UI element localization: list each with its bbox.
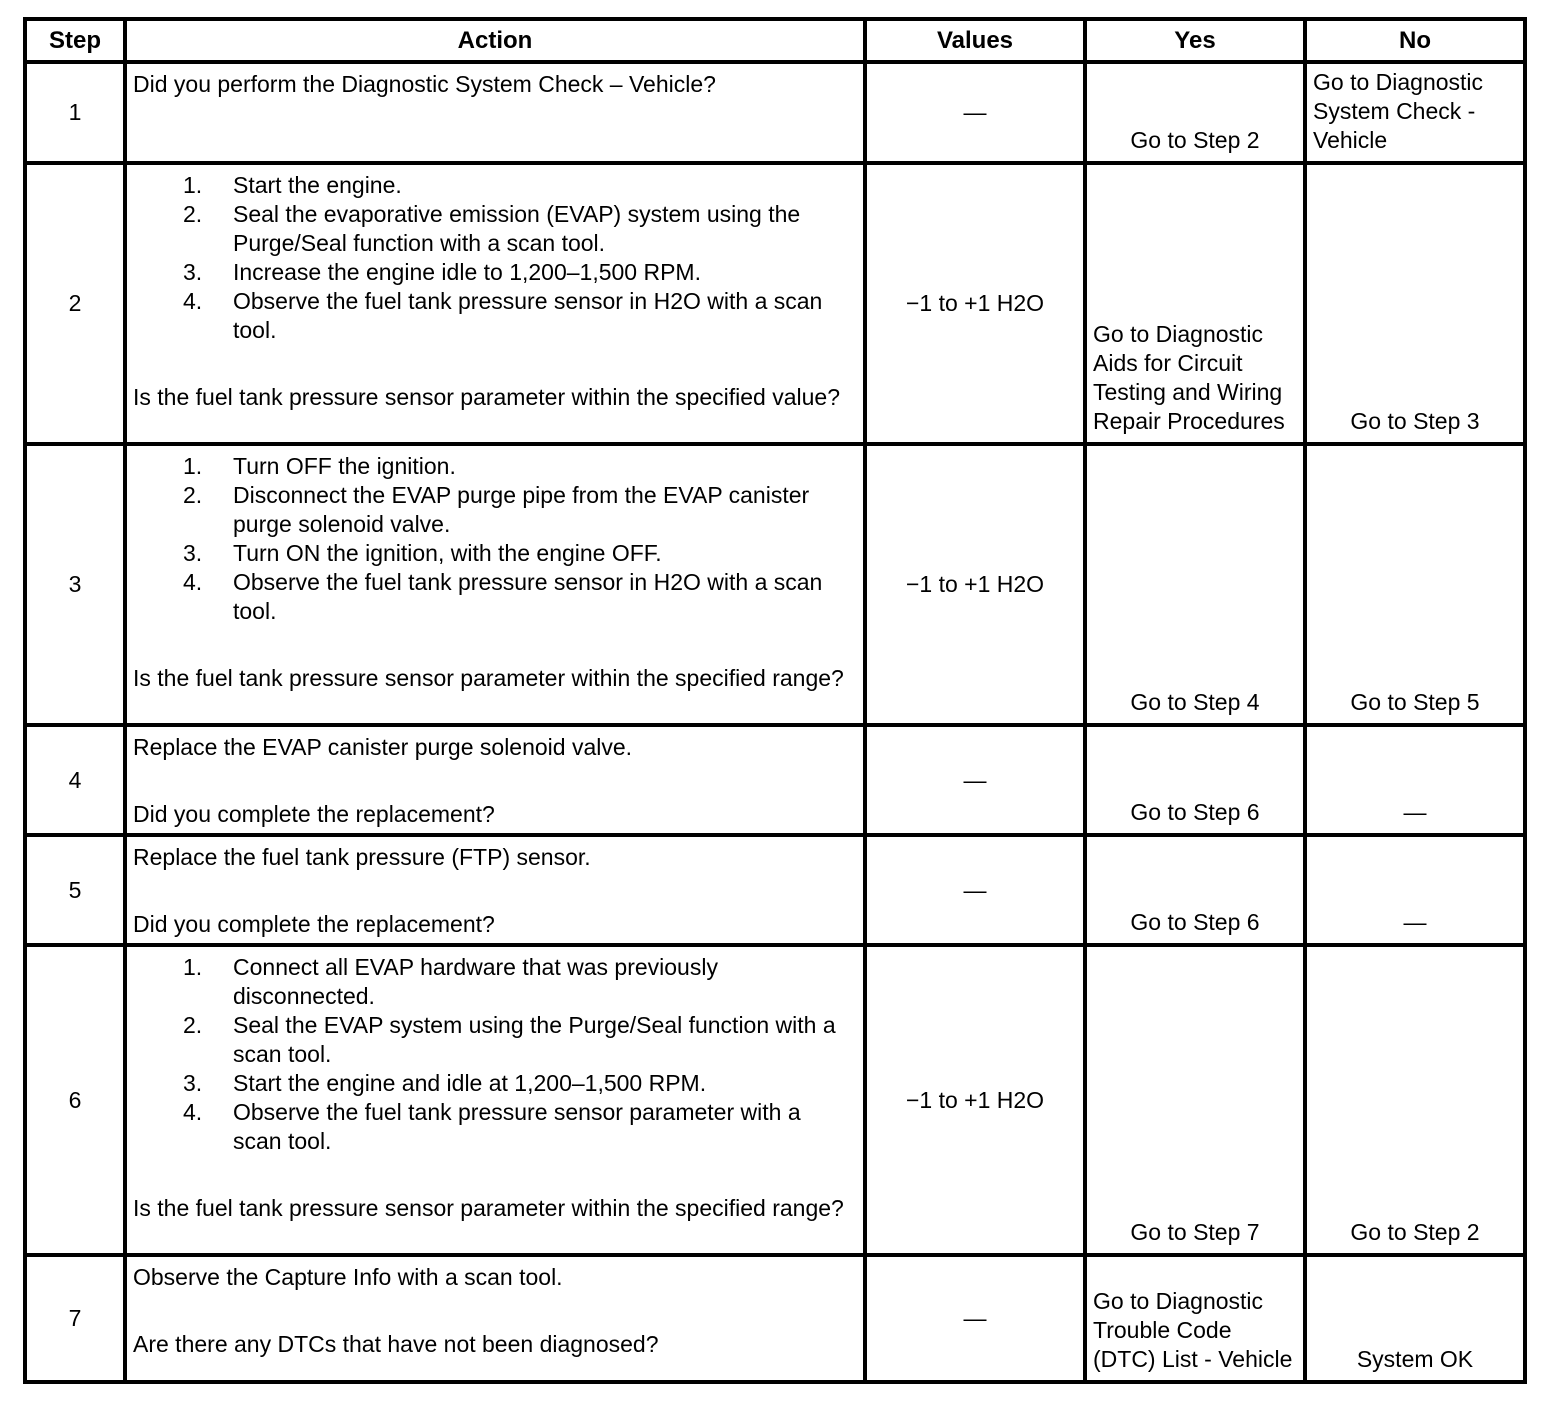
- item-number: 2.: [183, 1012, 203, 1038]
- action-question: Is the fuel tank pressure sensor parameter within the specified value?: [133, 384, 840, 410]
- table-row: [25, 444, 1525, 725]
- yes-cell: Go to Step 4: [1085, 444, 1305, 725]
- item-text: Turn ON the ignition, with the engine OFF.: [233, 540, 662, 566]
- action-cell: [125, 835, 865, 945]
- item-text: Start the engine.: [233, 172, 402, 198]
- item-number: 4.: [183, 288, 203, 314]
- yes-cell: Go to Step 6: [1085, 725, 1305, 835]
- list-item: [183, 481, 853, 539]
- action-list: [133, 171, 853, 345]
- header-values: Values: [865, 19, 1085, 62]
- value-cell: −1 to +1 H2O: [865, 163, 1085, 444]
- action-question: Is the fuel tank pressure sensor parameter within the specified range?: [133, 665, 844, 691]
- item-number: 3.: [183, 540, 203, 566]
- action-cell: [125, 725, 865, 835]
- value-cell: −1 to +1 H2O: [865, 945, 1085, 1255]
- table-row: [25, 835, 1525, 945]
- no-cell: —: [1305, 835, 1525, 945]
- value-cell: −1 to +1 H2O: [865, 444, 1085, 725]
- action-question: Are there any DTCs that have not been diagnosed?: [133, 1331, 659, 1357]
- header-step: Step: [25, 19, 125, 62]
- list-item: [183, 953, 853, 1011]
- item-text: Observe the fuel tank pressure sensor parameter with a scan tool.: [233, 1099, 801, 1154]
- header-no: No: [1305, 19, 1525, 62]
- item-text: Disconnect the EVAP purge pipe from the EVAP canister purge solenoid valve.: [233, 482, 810, 537]
- action-cell: [125, 444, 865, 725]
- list-item: [183, 452, 853, 481]
- list-item: [183, 171, 853, 200]
- action-question: Did you complete the replacement?: [133, 911, 495, 937]
- action-cell: [125, 163, 865, 444]
- step-number: 4: [25, 725, 125, 835]
- item-text: Increase the engine idle to 1,200–1,500 RPM.: [233, 259, 701, 285]
- step-number: 2: [25, 163, 125, 444]
- header-action: Action: [125, 19, 865, 62]
- action-list: [133, 953, 853, 1156]
- item-number: 2.: [183, 201, 203, 227]
- item-text: Seal the EVAP system using the Purge/Seal function with a scan tool.: [233, 1012, 836, 1067]
- action-question: Did you complete the replacement?: [133, 801, 495, 827]
- item-number: 3.: [183, 1070, 203, 1096]
- list-item: [183, 200, 853, 258]
- header-row: [25, 19, 1525, 62]
- list-item: [183, 287, 853, 345]
- action-cell: [125, 1255, 865, 1382]
- diagnostic-table: [23, 17, 1527, 1384]
- yes-cell: Go to Step 7: [1085, 945, 1305, 1255]
- no-cell: —: [1305, 725, 1525, 835]
- table-row: [25, 945, 1525, 1255]
- item-text: Turn OFF the ignition.: [233, 453, 456, 479]
- yes-cell: Go to Step 6: [1085, 835, 1305, 945]
- action-list: [133, 452, 853, 626]
- yes-cell: Go to Diagnostic Trouble Code (DTC) List - Vehicle: [1085, 1255, 1305, 1382]
- list-item: [183, 1098, 853, 1156]
- table-row: [25, 163, 1525, 444]
- item-number: 4.: [183, 569, 203, 595]
- value-cell: —: [865, 62, 1085, 163]
- step-number: 1: [25, 62, 125, 163]
- list-item: [183, 258, 853, 287]
- value-cell: —: [865, 1255, 1085, 1382]
- list-item: [183, 1011, 853, 1069]
- no-cell: Go to Step 2: [1305, 945, 1525, 1255]
- value-cell: —: [865, 835, 1085, 945]
- item-text: Seal the evaporative emission (EVAP) system using the Purge/Seal function with a scan tool.: [233, 201, 801, 256]
- step-number: 7: [25, 1255, 125, 1382]
- list-item: [183, 539, 853, 568]
- no-cell: Go to Diagnostic System Check - Vehicle: [1305, 62, 1525, 163]
- item-text: Start the engine and idle at 1,200–1,500 RPM.: [233, 1070, 707, 1096]
- yes-cell: Go to Diagnostic Aids for Circuit Testing and Wiring Repair Procedures: [1085, 163, 1305, 444]
- step-number: 5: [25, 835, 125, 945]
- list-item: [183, 1069, 853, 1098]
- action-question: Is the fuel tank pressure sensor parameter within the specified range?: [133, 1195, 844, 1221]
- action-intro: Replace the fuel tank pressure (FTP) sensor.: [133, 844, 591, 870]
- yes-cell: Go to Step 2: [1085, 62, 1305, 163]
- action-intro: Observe the Capture Info with a scan tool.: [133, 1264, 563, 1290]
- table-row: [25, 725, 1525, 835]
- step-number: 3: [25, 444, 125, 725]
- item-text: Observe the fuel tank pressure sensor in H2O with a scan tool.: [233, 569, 823, 624]
- action-intro: Replace the EVAP canister purge solenoid valve.: [133, 734, 633, 760]
- item-text: Connect all EVAP hardware that was previously disconnected.: [233, 954, 718, 1009]
- item-number: 2.: [183, 482, 203, 508]
- action-cell: [125, 62, 865, 163]
- table-row: [25, 1255, 1525, 1382]
- no-cell: Go to Step 5: [1305, 444, 1525, 725]
- no-cell: Go to Step 3: [1305, 163, 1525, 444]
- value-cell: —: [865, 725, 1085, 835]
- header-yes: Yes: [1085, 19, 1305, 62]
- no-cell: System OK: [1305, 1255, 1525, 1382]
- step-number: 6: [25, 945, 125, 1255]
- item-text: Observe the fuel tank pressure sensor in H2O with a scan tool.: [233, 288, 823, 343]
- item-number: 3.: [183, 259, 203, 285]
- table-row: [25, 62, 1525, 163]
- item-number: 1.: [183, 453, 203, 479]
- item-number: 1.: [183, 172, 203, 198]
- list-item: [183, 568, 853, 626]
- action-question: Did you perform the Diagnostic System Check – Vehicle?: [133, 71, 716, 97]
- action-cell: [125, 945, 865, 1255]
- item-number: 1.: [183, 954, 203, 980]
- item-number: 4.: [183, 1099, 203, 1125]
